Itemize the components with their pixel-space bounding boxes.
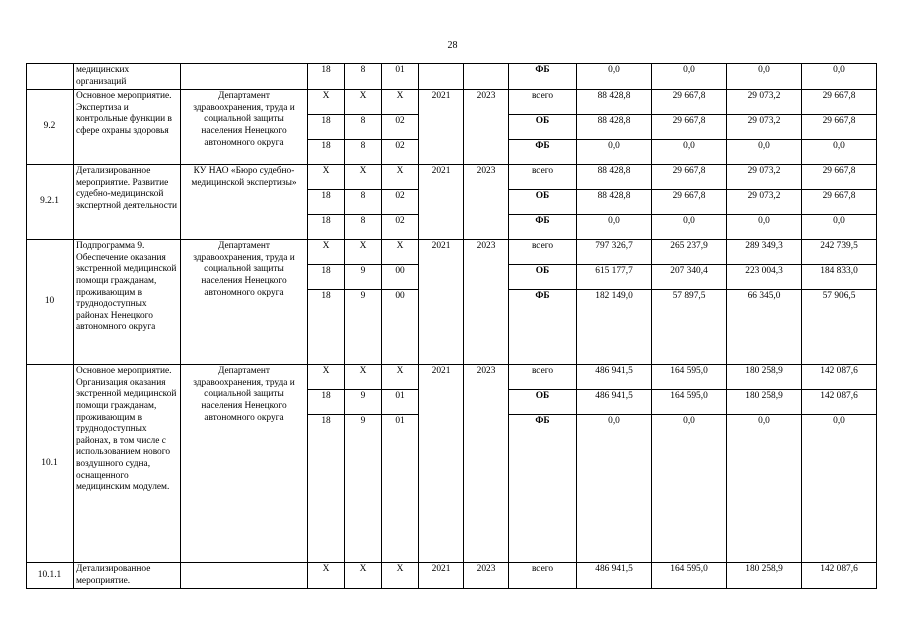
- amount-2021: 29 667,8: [652, 165, 727, 190]
- code-3: 02: [382, 215, 419, 240]
- funding-source: всего: [509, 365, 577, 390]
- table-row: [27, 165, 877, 190]
- start-year: 2021: [419, 165, 464, 240]
- code-2: X: [345, 240, 382, 265]
- item-name: Детализированное мероприятие. Развитие судебно-медицинской экспертной деятельности: [74, 165, 181, 240]
- amount-2021: 265 237,9: [652, 240, 727, 265]
- amount-2023: 242 739,5: [802, 240, 877, 265]
- amount-2023: 142 087,6: [802, 365, 877, 390]
- code-2: 8: [345, 115, 382, 140]
- amount-2022: 0,0: [727, 215, 802, 240]
- start-year: 2021: [419, 90, 464, 165]
- code-3: X: [382, 165, 419, 190]
- code-2: 8: [345, 190, 382, 215]
- code-3: 02: [382, 140, 419, 165]
- code-3: 01: [382, 390, 419, 415]
- code-3: 02: [382, 115, 419, 140]
- amount-2023: 57 906,5: [802, 290, 877, 365]
- amount-2021: 164 595,0: [652, 563, 727, 589]
- end-year: 2023: [464, 563, 509, 589]
- amount-2022: 223 004,3: [727, 265, 802, 290]
- amount-2022: 0,0: [727, 140, 802, 165]
- amount-2021: 57 897,5: [652, 290, 727, 365]
- table-body: [27, 64, 877, 589]
- code-1: 18: [308, 140, 345, 165]
- amount-total: 797 326,7: [577, 240, 652, 265]
- start-year: 2021: [419, 563, 464, 589]
- item-name: Основное мероприятие. Экспертиза и контрольные функции в сфере охраны здоровья: [74, 90, 181, 165]
- code-1: X: [308, 365, 345, 390]
- code-1: 18: [308, 215, 345, 240]
- code-3: 00: [382, 290, 419, 365]
- funding-source: ФБ: [509, 415, 577, 563]
- table-row: [27, 365, 877, 390]
- code-1: 18: [308, 64, 345, 90]
- code-2: 9: [345, 415, 382, 563]
- code-2: 8: [345, 140, 382, 165]
- table-row: [27, 563, 877, 589]
- item-executor: [181, 563, 308, 589]
- amount-2022: 29 073,2: [727, 115, 802, 140]
- end-year: 2023: [464, 165, 509, 240]
- amount-total: 88 428,8: [577, 90, 652, 115]
- amount-total: 88 428,8: [577, 190, 652, 215]
- table-row: [27, 90, 877, 115]
- end-year: [464, 64, 509, 90]
- code-3: 02: [382, 190, 419, 215]
- amount-2021: 0,0: [652, 140, 727, 165]
- code-2: 9: [345, 265, 382, 290]
- amount-total: 0,0: [577, 415, 652, 563]
- amount-2022: 180 258,9: [727, 390, 802, 415]
- code-2: 8: [345, 64, 382, 90]
- amount-2021: 29 667,8: [652, 90, 727, 115]
- amount-2021: 207 340,4: [652, 265, 727, 290]
- amount-total: 182 149,0: [577, 290, 652, 365]
- amount-2023: 29 667,8: [802, 90, 877, 115]
- amount-2023: 29 667,8: [802, 190, 877, 215]
- code-3: X: [382, 365, 419, 390]
- code-3: 01: [382, 415, 419, 563]
- table-row: [27, 240, 877, 265]
- funding-source: ФБ: [509, 290, 577, 365]
- funding-source: ОБ: [509, 115, 577, 140]
- code-3: 00: [382, 265, 419, 290]
- code-1: 18: [308, 115, 345, 140]
- item-number: 10.1.1: [27, 563, 74, 589]
- end-year: 2023: [464, 240, 509, 365]
- code-1: 18: [308, 190, 345, 215]
- item-name: Детализированное мероприятие.: [74, 563, 181, 589]
- item-executor: Департамент здравоохранения, труда и социальной защиты населения Ненецкого автономного округа: [181, 365, 308, 563]
- code-3: 01: [382, 64, 419, 90]
- funding-source: ОБ: [509, 265, 577, 290]
- amount-total: 0,0: [577, 64, 652, 90]
- amount-total: 486 941,5: [577, 563, 652, 589]
- amount-2023: 184 833,0: [802, 265, 877, 290]
- amount-2022: 289 349,3: [727, 240, 802, 265]
- code-3: X: [382, 563, 419, 589]
- amount-2021: 29 667,8: [652, 115, 727, 140]
- item-executor: КУ НАО «Бюро судебно-медицинской экспертизы»: [181, 165, 308, 240]
- amount-total: 0,0: [577, 215, 652, 240]
- amount-2022: 0,0: [727, 64, 802, 90]
- code-2: X: [345, 563, 382, 589]
- funding-source: ОБ: [509, 390, 577, 415]
- item-number: 9.2.1: [27, 165, 74, 240]
- start-year: 2021: [419, 240, 464, 365]
- code-2: X: [345, 365, 382, 390]
- funding-source: всего: [509, 240, 577, 265]
- code-1: 18: [308, 290, 345, 365]
- funding-source: ФБ: [509, 64, 577, 90]
- item-number: 10: [27, 240, 74, 365]
- start-year: [419, 64, 464, 90]
- amount-2023: 0,0: [802, 215, 877, 240]
- item-number: 9.2: [27, 90, 74, 165]
- funding-source: всего: [509, 90, 577, 115]
- budget-table: [26, 63, 877, 589]
- amount-2022: 29 073,2: [727, 90, 802, 115]
- item-number: [27, 64, 74, 90]
- amount-2021: 29 667,8: [652, 190, 727, 215]
- amount-2023: 0,0: [802, 415, 877, 563]
- code-1: X: [308, 165, 345, 190]
- code-1: 18: [308, 390, 345, 415]
- code-2: X: [345, 90, 382, 115]
- code-1: X: [308, 90, 345, 115]
- item-executor: [181, 64, 308, 90]
- code-2: 9: [345, 290, 382, 365]
- item-executor: Департамент здравоохранения, труда и социальной защиты населения Ненецкого автономного округа: [181, 240, 308, 365]
- amount-2021: 164 595,0: [652, 365, 727, 390]
- code-1: 18: [308, 265, 345, 290]
- amount-2022: 0,0: [727, 415, 802, 563]
- code-2: 9: [345, 390, 382, 415]
- end-year: 2023: [464, 90, 509, 165]
- item-executor: Департамент здравоохранения, труда и социальной защиты населения Ненецкого автономного округа: [181, 90, 308, 165]
- amount-total: 88 428,8: [577, 165, 652, 190]
- code-2: 8: [345, 215, 382, 240]
- amount-2022: 66 345,0: [727, 290, 802, 365]
- funding-source: всего: [509, 165, 577, 190]
- table-row: [27, 64, 877, 90]
- amount-2022: 180 258,9: [727, 563, 802, 589]
- code-3: X: [382, 240, 419, 265]
- code-2: X: [345, 165, 382, 190]
- amount-2021: 0,0: [652, 64, 727, 90]
- amount-2023: 142 087,6: [802, 563, 877, 589]
- end-year: 2023: [464, 365, 509, 563]
- amount-2021: 164 595,0: [652, 390, 727, 415]
- code-1: 18: [308, 415, 345, 563]
- amount-2023: 0,0: [802, 64, 877, 90]
- amount-2022: 180 258,9: [727, 365, 802, 390]
- amount-total: 0,0: [577, 140, 652, 165]
- amount-total: 615 177,7: [577, 265, 652, 290]
- amount-2021: 0,0: [652, 215, 727, 240]
- item-name: Основное мероприятие. Организация оказания экстренной медицинской помощи гражданам, проживающим в труднодоступных районах, в том числе с использованием нового воздушного судна, оснащенного медицинским модулем.: [74, 365, 181, 563]
- funding-source: всего: [509, 563, 577, 589]
- amount-2023: 142 087,6: [802, 390, 877, 415]
- item-name: медицинских организаций: [74, 64, 181, 90]
- page-number: 28: [447, 40, 458, 51]
- start-year: 2021: [419, 365, 464, 563]
- amount-total: 88 428,8: [577, 115, 652, 140]
- amount-2022: 29 073,2: [727, 165, 802, 190]
- amount-total: 486 941,5: [577, 390, 652, 415]
- funding-source: ФБ: [509, 215, 577, 240]
- amount-2021: 0,0: [652, 415, 727, 563]
- code-1: X: [308, 240, 345, 265]
- amount-2022: 29 073,2: [727, 190, 802, 215]
- funding-source: ФБ: [509, 140, 577, 165]
- funding-source: ОБ: [509, 190, 577, 215]
- code-3: X: [382, 90, 419, 115]
- amount-2023: 29 667,8: [802, 165, 877, 190]
- item-number: 10.1: [27, 365, 74, 563]
- item-name: Подпрограмма 9. Обеспечение оказания экстренной медицинской помощи гражданам, проживающим в труднодоступных районах Ненецкого автономного округа: [74, 240, 181, 365]
- amount-2023: 0,0: [802, 140, 877, 165]
- amount-total: 486 941,5: [577, 365, 652, 390]
- amount-2023: 29 667,8: [802, 115, 877, 140]
- code-1: X: [308, 563, 345, 589]
